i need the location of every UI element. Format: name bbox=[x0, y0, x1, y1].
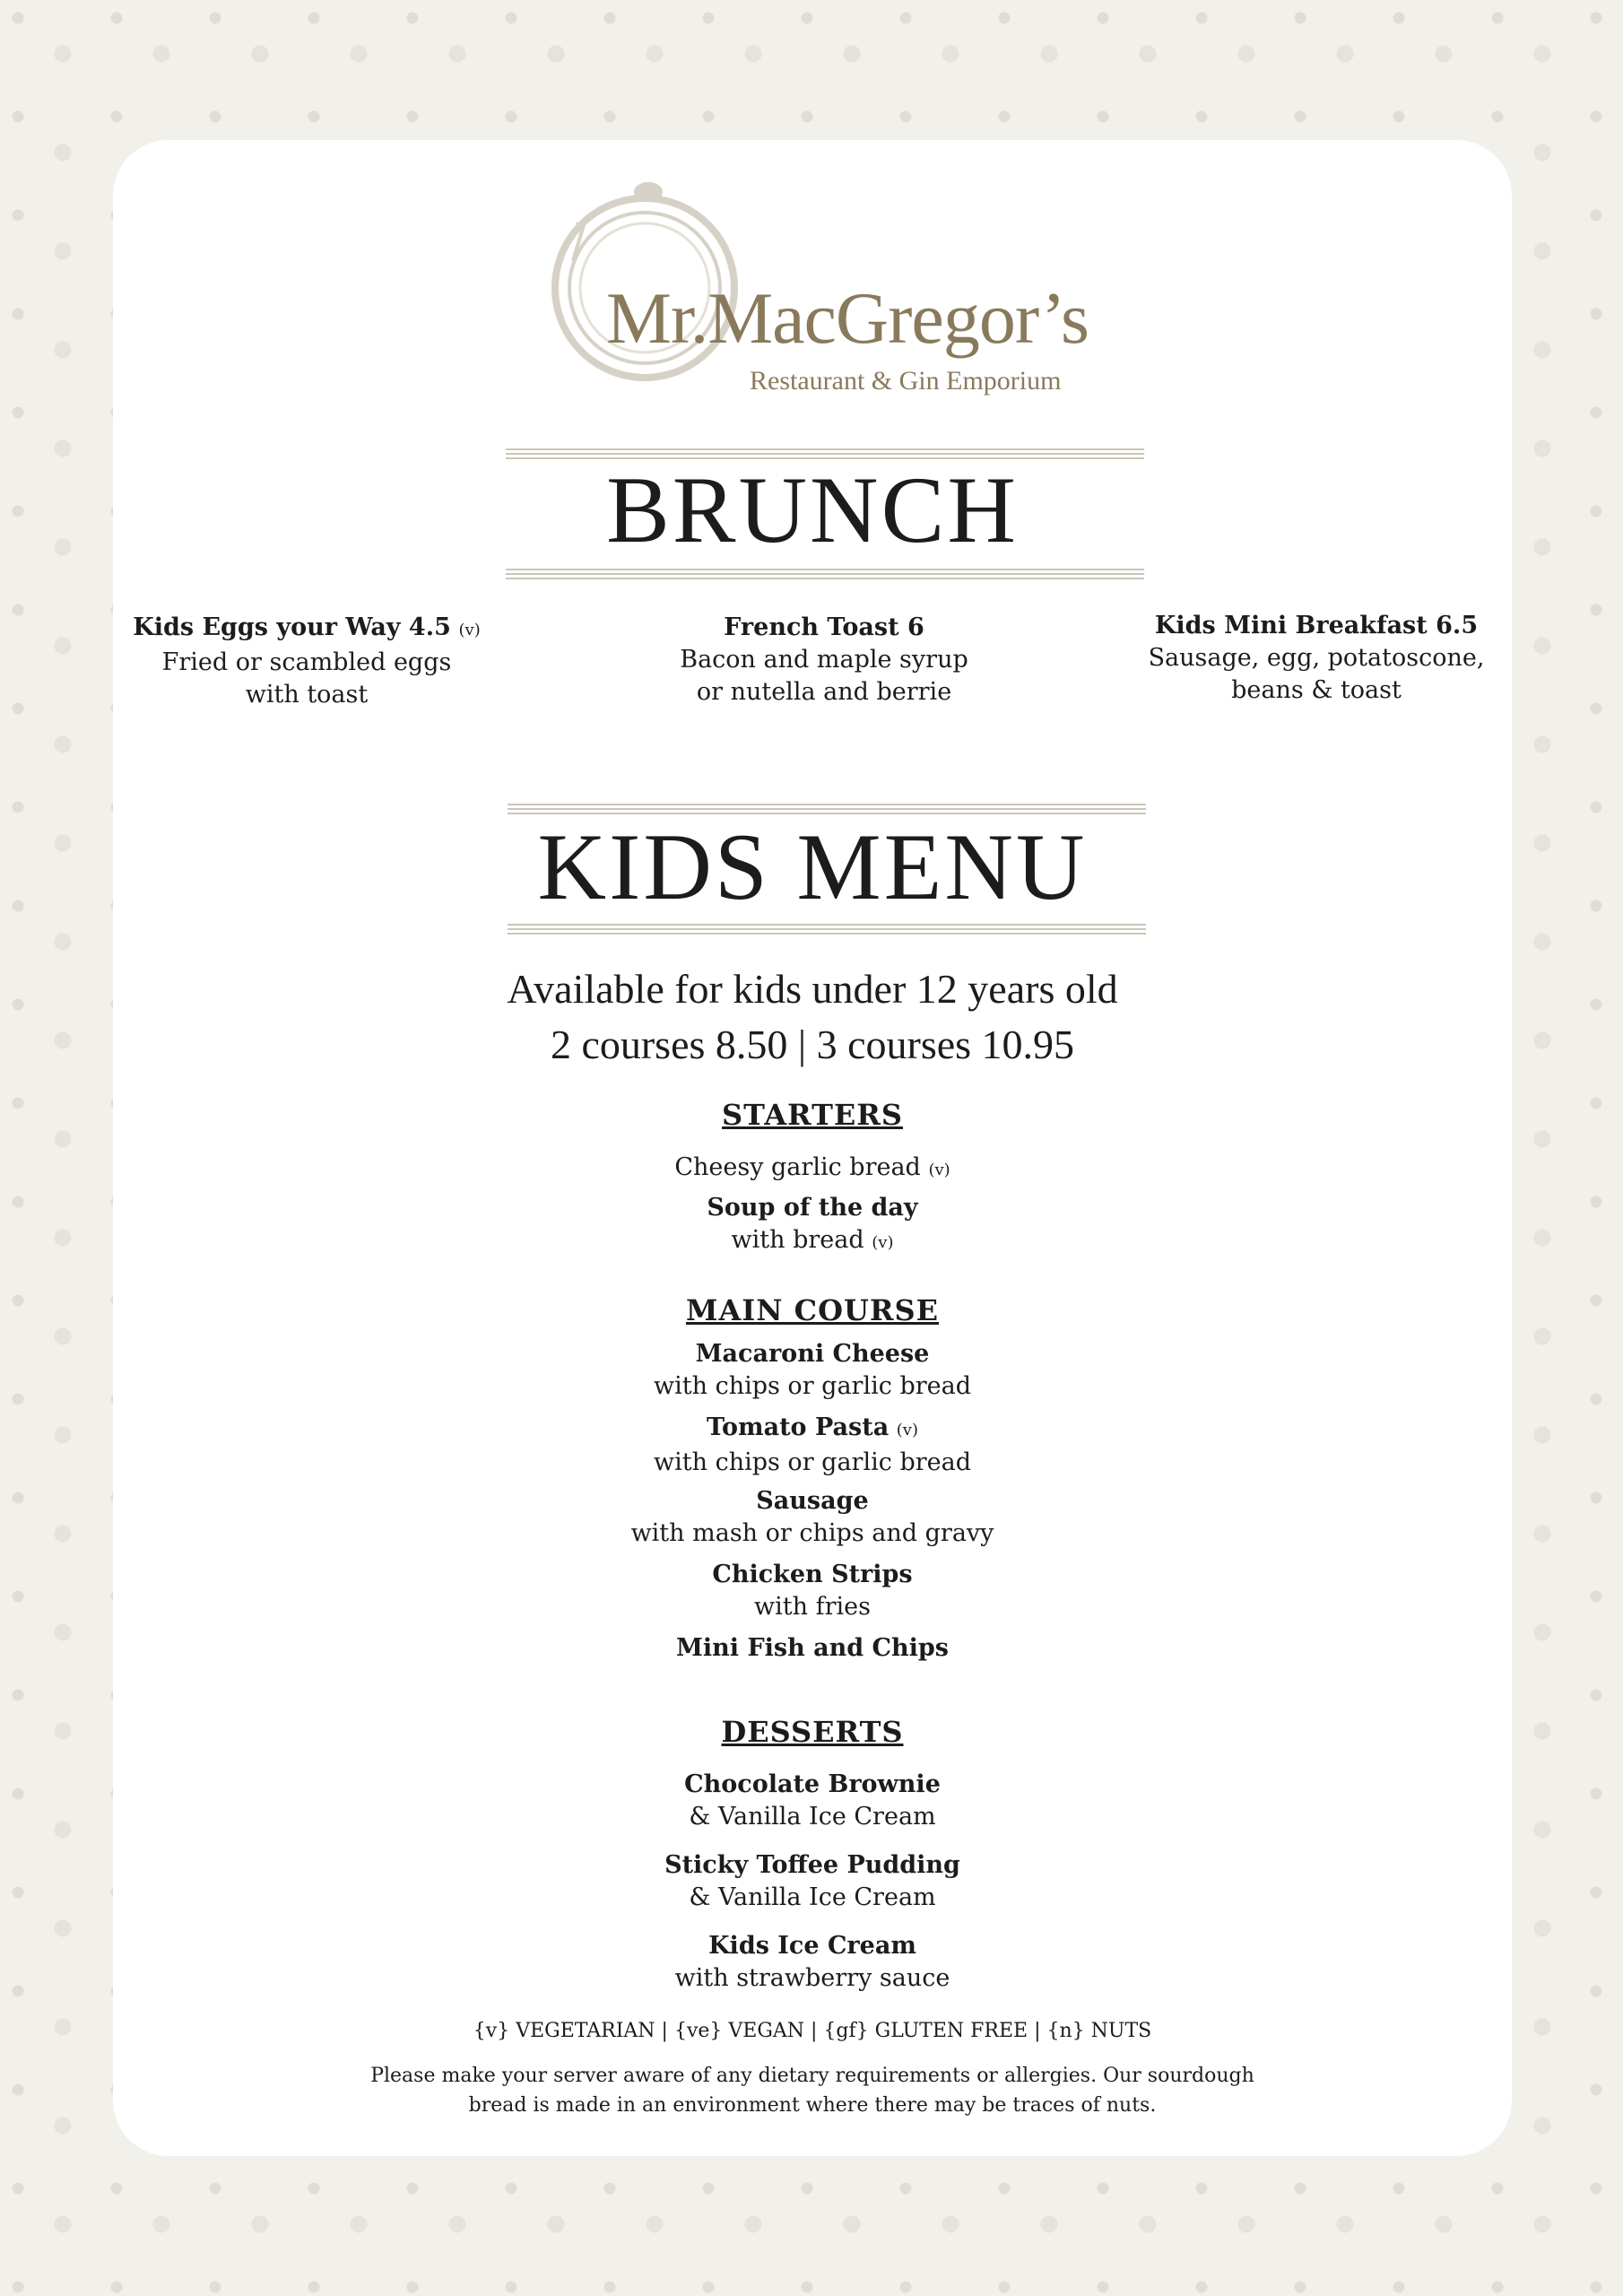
desserts-heading: DESSERTS bbox=[721, 1715, 904, 1749]
item-name: Tomato Pasta bbox=[707, 1413, 890, 1441]
allergy-note-line2: bread is made in an environment where there may be traces of nuts. bbox=[468, 2094, 1157, 2117]
vegetarian-tag: (v) bbox=[928, 1161, 950, 1179]
item-desc: with mash or chips and gravy bbox=[630, 1519, 994, 1547]
brunch-item-eggs bbox=[127, 612, 486, 711]
item-desc: with bread bbox=[731, 1226, 864, 1254]
item-desc: with chips or garlic bread bbox=[654, 1448, 971, 1476]
item-name: Sausage bbox=[756, 1487, 869, 1515]
item-desc: & Vanilla Ice Cream bbox=[689, 1883, 936, 1911]
kids-pricing: 2 courses 8.50 | 3 courses 10.95 bbox=[550, 1022, 1075, 1067]
brunch-item-mini-breakfast bbox=[1137, 610, 1496, 707]
menu-item bbox=[113, 1412, 1512, 1479]
menu-item bbox=[113, 1632, 1512, 1665]
brunch-title: BRUNCH bbox=[606, 457, 1019, 562]
menu-item bbox=[113, 1152, 1512, 1187]
item-name: Chocolate Brownie bbox=[684, 1770, 941, 1798]
item-name: Macaroni Cheese bbox=[695, 1340, 930, 1368]
vegetarian-tag: (v) bbox=[896, 1421, 918, 1439]
menu-item bbox=[113, 1849, 1512, 1914]
brunch-item-french-toast bbox=[645, 612, 1003, 709]
item-name: Cheesy garlic bread bbox=[674, 1153, 921, 1181]
item-desc: with strawberry sauce bbox=[674, 1964, 950, 1992]
dietary-legend: {v} VEGETARIAN | {ve} VEGAN | {gf} GLUTEN FREE | {n} NUTS bbox=[473, 2020, 1152, 2042]
menu-item bbox=[113, 1338, 1512, 1403]
item-desc: with chips or garlic bread bbox=[654, 1372, 971, 1400]
kids-menu-title: KIDS MENU bbox=[537, 814, 1088, 919]
starters-heading: STARTERS bbox=[722, 1098, 903, 1132]
logo-name: Mr.MacGregor’s bbox=[606, 277, 1089, 359]
menu-item bbox=[113, 1485, 1512, 1550]
brunch-item-name: French Toast 6 bbox=[724, 613, 924, 641]
brunch-bottom-rule bbox=[506, 569, 1144, 579]
allergy-note-line1: Please make your server aware of any dietary requirements or allergies. Our sourdough bbox=[370, 2065, 1254, 2087]
menu-item bbox=[113, 1769, 1512, 1833]
brunch-item-desc: with toast bbox=[245, 681, 369, 709]
restaurant-logo bbox=[113, 176, 1512, 400]
menu-card bbox=[113, 140, 1512, 2156]
item-name: Sticky Toffee Pudding bbox=[664, 1851, 960, 1879]
logo-subtitle: Restaurant & Gin Emporium bbox=[750, 366, 1062, 396]
item-name: Kids Ice Cream bbox=[708, 1932, 916, 1960]
menu-item bbox=[113, 1192, 1512, 1259]
item-name: Mini Fish and Chips bbox=[676, 1634, 949, 1662]
brunch-item-name: Kids Mini Breakfast 6.5 bbox=[1154, 612, 1479, 639]
item-desc: with fries bbox=[754, 1593, 871, 1621]
main-course-heading: MAIN COURSE bbox=[686, 1293, 939, 1327]
item-desc: & Vanilla Ice Cream bbox=[689, 1803, 936, 1831]
item-name: Chicken Strips bbox=[712, 1561, 913, 1588]
brunch-item-desc: Sausage, egg, potatoscone, bbox=[1148, 644, 1485, 672]
kids-availability: Available for kids under 12 years old bbox=[507, 966, 1118, 1012]
brunch-item-desc: Fried or scambled eggs bbox=[161, 648, 452, 676]
brunch-item-desc: Bacon and maple syrup bbox=[680, 646, 968, 674]
vegetarian-tag: (v) bbox=[872, 1233, 894, 1252]
brunch-item-desc: or nutella and berrie bbox=[696, 678, 952, 706]
brunch-item-name: Kids Eggs your Way 4.5 bbox=[133, 613, 451, 641]
menu-item bbox=[113, 1930, 1512, 1995]
vegetarian-tag: (v) bbox=[458, 621, 481, 639]
kids-bottom-rule bbox=[508, 924, 1146, 935]
menu-item bbox=[113, 1559, 1512, 1623]
item-name: Soup of the day bbox=[707, 1194, 918, 1222]
brunch-item-desc: beans & toast bbox=[1231, 676, 1402, 704]
